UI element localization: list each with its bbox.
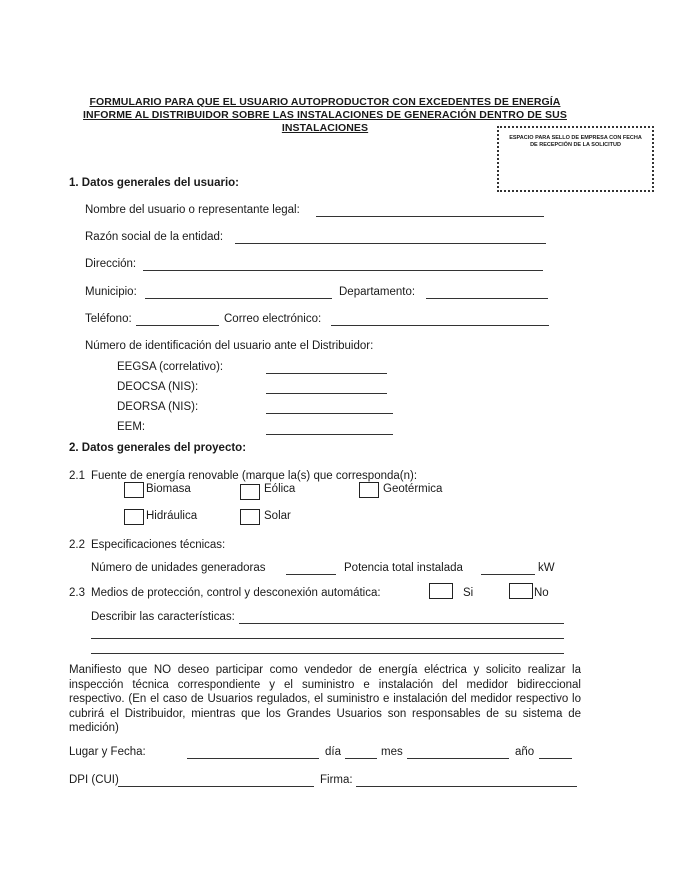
eegsa-field[interactable] [266,373,387,374]
eem-label: EEM: [117,421,146,433]
mes-label: mes [381,746,403,758]
describir-field-2[interactable] [91,638,564,639]
stamp-text-2: DE RECEPCIÓN DE LA SOLICITUD [530,142,621,148]
eolica-checkbox[interactable] [240,484,260,500]
si-checkbox[interactable] [429,583,453,599]
no-checkbox[interactable] [509,583,533,599]
dia-label: día [325,746,341,758]
razon-social-label: Razón social de la entidad: [85,231,224,243]
eolica-label: Eólica [264,483,296,495]
unidades-field[interactable] [286,574,336,575]
municipio-label: Municipio: [85,286,137,298]
departamento-label: Departamento: [339,286,416,298]
hidraulica-label: Hidráulica [146,510,198,522]
q22-number: 2.2 [69,539,85,551]
razon-social-field[interactable] [235,243,546,244]
geotermica-label: Geotérmica [383,483,443,495]
anio-field[interactable] [539,758,572,759]
q23-label: Medios de protección, control y desconexión automática: [91,587,381,599]
municipio-field[interactable] [145,298,332,299]
solar-label: Solar [264,510,291,522]
q22-label: Especificaciones técnicas: [91,539,226,551]
section-2-heading: 2. Datos generales del proyecto: [69,442,247,454]
nombre-label: Nombre del usuario o representante legal: [85,204,300,216]
mes-field[interactable] [407,758,509,759]
biomasa-checkbox[interactable] [124,482,144,498]
deocsa-label: DEOCSA (NIS): [117,381,199,393]
firma-field[interactable] [356,786,577,787]
lugar-field[interactable] [187,758,319,759]
stamp-box [497,126,654,192]
q23-number: 2.3 [69,587,85,599]
deocsa-field[interactable] [266,393,387,394]
departamento-field[interactable] [426,298,548,299]
nombre-field[interactable] [316,216,544,217]
eegsa-label: EEGSA (correlativo): [117,361,224,373]
eem-field[interactable] [266,434,393,435]
correo-label: Correo electrónico: [224,313,322,325]
unidades-label: Número de unidades generadoras [91,562,266,574]
deorsa-field[interactable] [266,413,393,414]
title-line-1: FORMULARIO PARA QUE EL USUARIO AUTOPRODUCTOR CON EXCEDENTES DE ENERGÍA [89,96,561,108]
q21-label: Fuente de energía renovable (marque la(s) que corresponda(n): [91,470,418,482]
describir-field-1[interactable] [239,623,564,624]
title-line-3: INSTALACIONES [281,122,369,134]
q21-number: 2.1 [69,470,85,482]
biomasa-label: Biomasa [146,483,191,495]
title-line-2: INFORME AL DISTRIBUIDOR SOBRE LAS INSTALACIONES DE GENERACIÓN DENTRO DE SUS [83,109,567,121]
kw-unit: kW [538,562,555,574]
hidraulica-checkbox[interactable] [124,509,144,525]
geotermica-checkbox[interactable] [359,482,379,498]
deorsa-label: DEORSA (NIS): [117,401,199,413]
declaration-paragraph: Manifiesto que NO deseo participar como vendedor de energía eléctrica y solicito realizar la inspección técnica correspondiente y el suministro e instalación del medidor bidireccional respectivo. (En el caso de Usuarios regulados, el suministro e instalación del medidor respectivo lo cubrirá el Distribuidor, mientras que los Grandes Usuarios son responsables de su sistema de medición) [69,664,581,734]
section-1-heading: 1. Datos generales del usuario: [69,177,240,189]
dpi-label: DPI (CUI) [69,774,119,786]
direccion-label: Dirección: [85,258,137,270]
correo-field[interactable] [331,325,549,326]
stamp-text-1: ESPACIO PARA SELLO DE EMPRESA CON FECHA [509,135,642,141]
identificacion-label: Número de identificación del usuario ante el Distribuidor: [85,340,374,352]
dia-field[interactable] [345,758,377,759]
no-label: No [534,587,549,599]
firma-label: Firma: [320,774,353,786]
describir-label: Describir las características: [91,611,235,623]
si-label: Si [463,587,474,599]
anio-label: año [515,746,535,758]
describir-field-3[interactable] [91,653,564,654]
potencia-field[interactable] [481,574,535,575]
potencia-label: Potencia total instalada [344,562,463,574]
telefono-label: Teléfono: [85,313,132,325]
direccion-field[interactable] [143,270,543,271]
solar-checkbox[interactable] [240,509,260,525]
dpi-field[interactable] [118,786,314,787]
telefono-field[interactable] [136,325,219,326]
lugar-fecha-label: Lugar y Fecha: [69,746,146,758]
